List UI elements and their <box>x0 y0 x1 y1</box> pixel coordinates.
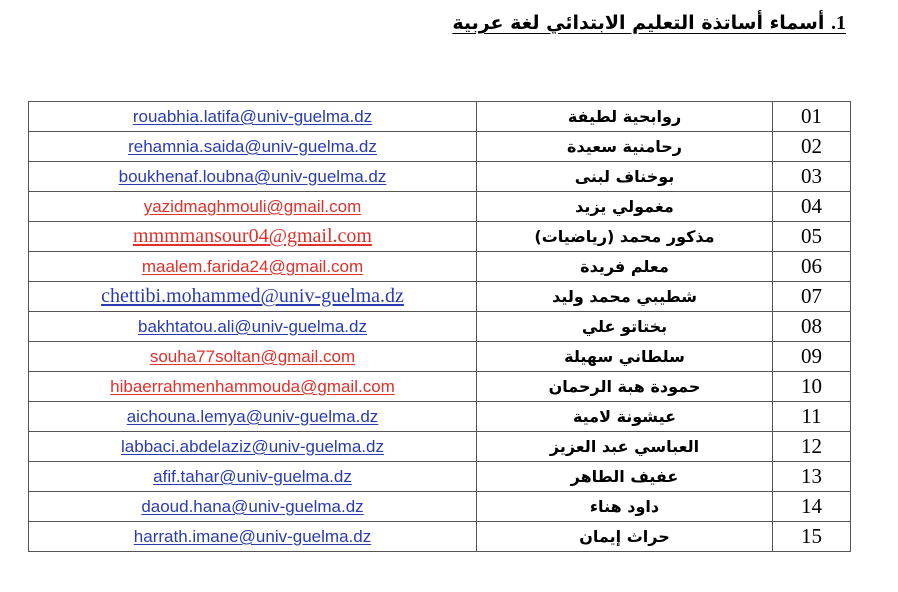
teacher-name: بوخناف لبنى <box>477 162 773 192</box>
table-row <box>29 132 851 162</box>
email-link[interactable]: yazidmaghmouli@gmail.com <box>29 192 477 222</box>
teacher-name: روابحية لطيفة <box>477 102 773 132</box>
email-link[interactable]: harrath.imane@univ-guelma.dz <box>29 522 477 552</box>
table-row <box>29 312 851 342</box>
email-link[interactable]: maalem.farida24@gmail.com <box>29 252 477 282</box>
teacher-name: شطيبي محمد وليد <box>477 282 773 312</box>
row-number: 09 <box>773 342 851 372</box>
table-row <box>29 222 851 252</box>
table-row <box>29 162 851 192</box>
email-link[interactable]: rouabhia.latifa@univ-guelma.dz <box>29 102 477 132</box>
row-number: 10 <box>773 372 851 402</box>
email-link[interactable]: hibaerrahmenhammouda@gmail.com <box>29 372 477 402</box>
table-row <box>29 462 851 492</box>
teacher-name: عفيف الطاهر <box>477 462 773 492</box>
table-row <box>29 522 851 552</box>
email-link[interactable]: souha77soltan@gmail.com <box>29 342 477 372</box>
teachers-table <box>28 101 851 552</box>
table-row <box>29 372 851 402</box>
row-number: 08 <box>773 312 851 342</box>
page-heading <box>452 12 846 35</box>
email-link[interactable]: labbaci.abdelaziz@univ-guelma.dz <box>29 432 477 462</box>
row-number: 14 <box>773 492 851 522</box>
teacher-name: مغمولي يزيد <box>477 192 773 222</box>
table-row <box>29 252 851 282</box>
teacher-name: مذكور محمد (رياضيات) <box>477 222 773 252</box>
heading-number: 1. <box>831 12 846 34</box>
row-number: 03 <box>773 162 851 192</box>
row-number: 11 <box>773 402 851 432</box>
table-row <box>29 432 851 462</box>
teacher-name: عيشونة لامية <box>477 402 773 432</box>
row-number: 07 <box>773 282 851 312</box>
email-link[interactable]: bakhtatou.ali@univ-guelma.dz <box>29 312 477 342</box>
email-link[interactable]: chettibi.mohammed@univ-guelma.dz <box>29 282 477 312</box>
heading-title: أسماء أساتذة التعليم الابتدائي لغة عربية <box>452 12 825 34</box>
row-number: 02 <box>773 132 851 162</box>
row-number: 01 <box>773 102 851 132</box>
teacher-name: حراث إيمان <box>477 522 773 552</box>
teacher-name: معلم فريدة <box>477 252 773 282</box>
row-number: 05 <box>773 222 851 252</box>
row-number: 13 <box>773 462 851 492</box>
table-row <box>29 282 851 312</box>
teacher-name: حمودة هبة الرحمان <box>477 372 773 402</box>
teacher-name: بختاتو علي <box>477 312 773 342</box>
teacher-name: رحامنية سعيدة <box>477 132 773 162</box>
table-row <box>29 192 851 222</box>
email-link[interactable]: afif.tahar@univ-guelma.dz <box>29 462 477 492</box>
email-link[interactable]: rehamnia.saida@univ-guelma.dz <box>29 132 477 162</box>
table-row <box>29 402 851 432</box>
teacher-name: داود هناء <box>477 492 773 522</box>
table-row <box>29 102 851 132</box>
email-link[interactable]: boukhenaf.loubna@univ-guelma.dz <box>29 162 477 192</box>
row-number: 04 <box>773 192 851 222</box>
table-row <box>29 342 851 372</box>
table-row <box>29 492 851 522</box>
row-number: 12 <box>773 432 851 462</box>
email-link[interactable]: mmmmansour04@gmail.com <box>29 222 477 252</box>
email-link[interactable]: aichouna.lemya@univ-guelma.dz <box>29 402 477 432</box>
row-number: 15 <box>773 522 851 552</box>
teacher-name: العباسي عبد العزيز <box>477 432 773 462</box>
teacher-name: سلطاني سهيلة <box>477 342 773 372</box>
email-link[interactable]: daoud.hana@univ-guelma.dz <box>29 492 477 522</box>
row-number: 06 <box>773 252 851 282</box>
